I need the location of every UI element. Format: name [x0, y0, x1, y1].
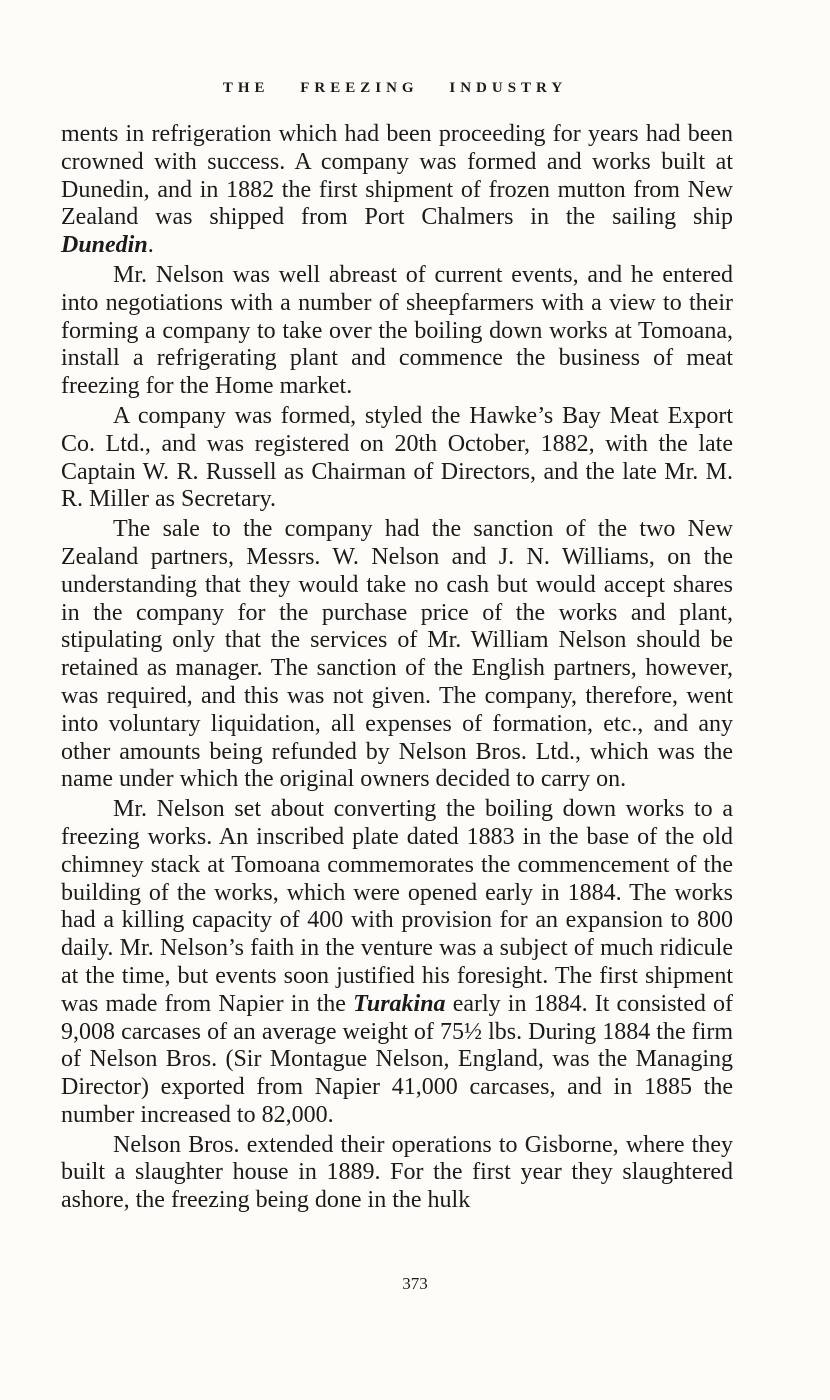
paragraph	[61, 516, 733, 794]
paragraph	[61, 121, 733, 260]
paragraph-text: early in 1884. It consisted of 9,008 carcases of an average weight of 75½ lbs. During 1884 the firm of Nelson Bros. (Sir Montague Nelson, England, was the Managing Director) exported from Napier 41,000 carcases, and in 1885 the number increased to 82,000.	[61, 990, 734, 1128]
paragraph	[61, 262, 733, 401]
paragraph-text: The sale to the company had the sanction of the two New Zealand partners, Messrs. W. Nelson and J. N. Williams, on the understanding that they would take no cash but would accept shares in the company for the purchase price of the works and plant, stipulating only that the services of Mr. William Nelson should be retained as manager. The sanction of the English partners, however, was required, and this was not given. The company, therefore, went into voluntary liquidation, all expenses of formation, etc., and any other amounts being refunded by Nelson Bros. Ltd., which was the name under which the original owners decided to carry on.	[61, 516, 733, 793]
paragraph-text: Mr. Nelson set about converting the boiling down works to a freezing works. An inscribed plate dated 1883 in the base of the old chimney stack at Tomoana commemorates the commencement of the building of the works, which were opened early in 1884. The works had a killing capacity of 400 with provision for an expansion to 800 daily. Mr. Nelson’s faith in the venture was a subject of much ridicule at the time, but events soon justified his foresight. The first shipment was made from Napier in the	[61, 796, 733, 1017]
paragraph	[61, 1132, 733, 1215]
running-head-word: FREEZING	[300, 80, 419, 96]
paragraph-text: Nelson Bros. extended their operations to Gisborne, where they built a slaughter house in 1889. For the first year they slaughtered ashore, the freezing being done in the hulk	[61, 1131, 733, 1214]
paragraph-text: .	[147, 232, 154, 259]
page-number: 373	[402, 1274, 428, 1293]
paragraph	[61, 796, 733, 1130]
body-text	[61, 121, 733, 1215]
paragraph-text: ments in refrigeration which had been proceeding for years had been crowned with success. A company was formed and works built at Dunedin, and in 1882 the first shipment of frozen mutton from New Zealand was shipped from Port Chalmers in the sailing ship	[61, 121, 733, 231]
paragraph-text: Mr. Nelson was well abreast of current events, and he entered into negotiations with a number of sheepfarmers with a view to their forming a company to take over the boiling down works at Tomoana, install a refrigerating plant and commence the business of meat freezing for the Home market.	[61, 261, 733, 400]
running-head-word: INDUSTRY	[449, 80, 568, 96]
paragraph	[61, 403, 733, 514]
ship-name: Turakina	[353, 990, 446, 1017]
running-head	[60, 80, 730, 97]
ship-name: Dunedin	[61, 232, 148, 259]
paragraph-text: A company was formed, styled the Hawke’s Bay Meat Export Co. Ltd., and was registered on 20th October, 1882, with the late Captain W. R. Russell as Chairman of Directors, and the late Mr. M. R. Miller as Secretary.	[61, 402, 733, 513]
running-head-word: THE	[222, 80, 270, 96]
